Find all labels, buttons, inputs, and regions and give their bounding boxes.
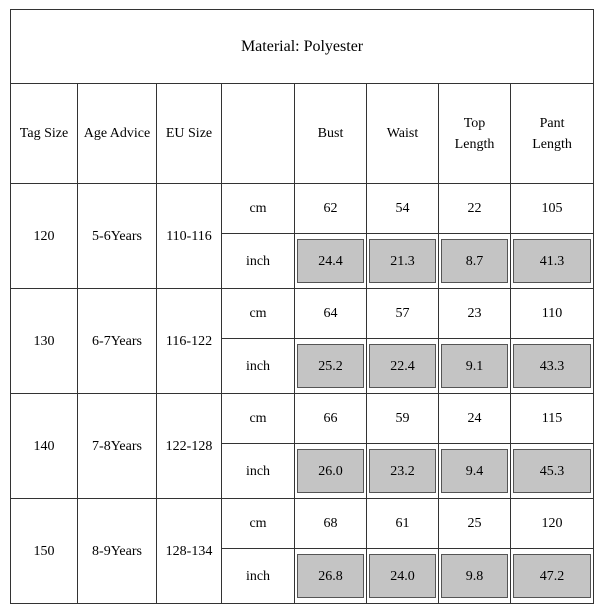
- waist-inch-cell: 21.3: [369, 239, 436, 283]
- pant-length-inch-cell: 45.3: [513, 449, 591, 493]
- unit-cell: cm: [222, 184, 295, 234]
- pant-length-cm-cell: 115: [511, 394, 594, 444]
- tag-size-cell: 130: [11, 289, 78, 394]
- tag-size-cell: 120: [11, 184, 78, 289]
- eu-size-cell: 110-116: [157, 184, 222, 289]
- bust-cm-cell: 66: [295, 394, 367, 444]
- pant-length-inch-cell: 43.3: [513, 344, 591, 388]
- bust-cm-cell: 62: [295, 184, 367, 234]
- waist-cm-cell: 54: [367, 184, 439, 234]
- tag-size-cell: 140: [11, 394, 78, 499]
- size-chart-table: [10, 9, 594, 604]
- top-length-cm-cell: 25: [439, 499, 511, 549]
- unit-cell: inch: [222, 444, 295, 499]
- header-pant-length-line2: Length: [532, 136, 572, 152]
- pant-length-cm-cell: 110: [511, 289, 594, 339]
- header-waist: Waist: [367, 84, 439, 184]
- unit-cell: inch: [222, 549, 295, 604]
- unit-cell: cm: [222, 289, 295, 339]
- eu-size-cell: 122-128: [157, 394, 222, 499]
- pant-length-cm-cell: 120: [511, 499, 594, 549]
- pant-length-cm-cell: 105: [511, 184, 594, 234]
- bust-cm-cell: 64: [295, 289, 367, 339]
- bust-cm-cell: 68: [295, 499, 367, 549]
- waist-inch-cell: 22.4: [369, 344, 436, 388]
- waist-cm-cell: 61: [367, 499, 439, 549]
- unit-cell: cm: [222, 394, 295, 444]
- header-eu-size: EU Size: [157, 84, 222, 184]
- header-pant-length: [511, 84, 594, 184]
- age-advice-cell: 7-8Years: [78, 394, 157, 499]
- header-unit: [222, 84, 295, 184]
- header-top-length-line1: Top: [463, 115, 486, 131]
- top-length-inch-cell: 9.4: [441, 449, 508, 493]
- header-age-advice: Age Advice: [78, 84, 157, 184]
- size-row-cm: [11, 499, 594, 549]
- top-length-cm-cell: 23: [439, 289, 511, 339]
- age-advice-cell: 5-6Years: [78, 184, 157, 289]
- bust-inch-cell: 24.4: [297, 239, 364, 283]
- header-pant-length-line1: Pant: [539, 115, 565, 131]
- waist-inch-cell: 24.0: [369, 554, 436, 598]
- size-row-cm: [11, 394, 594, 444]
- eu-size-cell: 116-122: [157, 289, 222, 394]
- waist-inch-cell: 23.2: [369, 449, 436, 493]
- age-advice-cell: 6-7Years: [78, 289, 157, 394]
- size-row-cm: [11, 184, 594, 234]
- top-length-inch-cell: 9.1: [441, 344, 508, 388]
- eu-size-cell: 128-134: [157, 499, 222, 604]
- chart-title: Material: Polyester: [11, 10, 594, 84]
- header-top-length: [439, 84, 511, 184]
- waist-cm-cell: 57: [367, 289, 439, 339]
- header-bust: Bust: [295, 84, 367, 184]
- top-length-inch-cell: 8.7: [441, 239, 508, 283]
- unit-cell: cm: [222, 499, 295, 549]
- top-length-cm-cell: 24: [439, 394, 511, 444]
- header-row: [11, 84, 594, 184]
- header-top-length-line2: Length: [454, 136, 495, 152]
- age-advice-cell: 8-9Years: [78, 499, 157, 604]
- bust-inch-cell: 25.2: [297, 344, 364, 388]
- size-row-cm: [11, 289, 594, 339]
- bust-inch-cell: 26.0: [297, 449, 364, 493]
- bust-inch-cell: 26.8: [297, 554, 364, 598]
- header-tag-size: Tag Size: [11, 84, 78, 184]
- top-length-inch-cell: 9.8: [441, 554, 508, 598]
- unit-cell: inch: [222, 234, 295, 289]
- tag-size-cell: 150: [11, 499, 78, 604]
- top-length-cm-cell: 22: [439, 184, 511, 234]
- pant-length-inch-cell: 47.2: [513, 554, 591, 598]
- unit-cell: inch: [222, 339, 295, 394]
- waist-cm-cell: 59: [367, 394, 439, 444]
- pant-length-inch-cell: 41.3: [513, 239, 591, 283]
